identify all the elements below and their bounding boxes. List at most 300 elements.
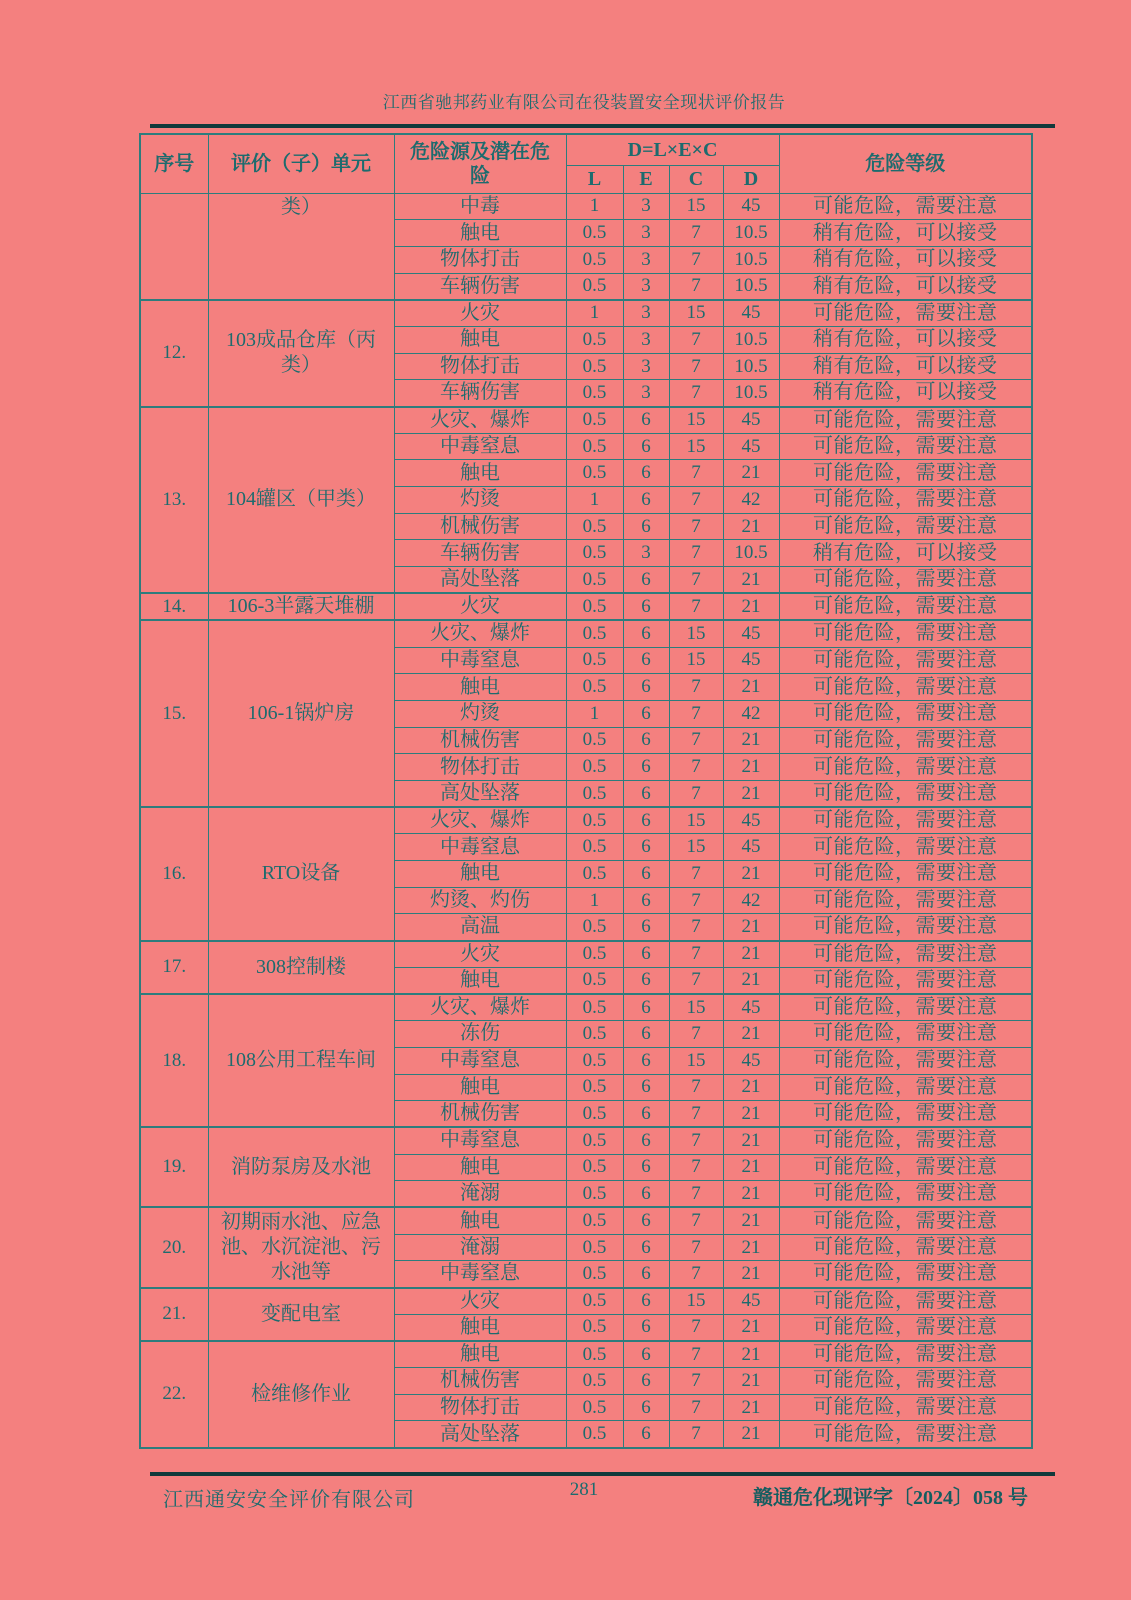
risk-level-cell: 可能危险，需要注意 [779, 780, 1032, 807]
hazard-source-cell: 火灾、爆炸 [394, 407, 566, 434]
risk-level-cell: 可能危险，需要注意 [779, 674, 1032, 701]
hazard-source-cell: 中毒窒息 [394, 1127, 566, 1154]
hazard-source-cell: 灼烫、灼伤 [394, 887, 566, 914]
e-value-cell: 6 [623, 513, 669, 540]
risk-level-cell: 可能危险，需要注意 [779, 994, 1032, 1021]
l-value-cell: 0.5 [566, 834, 623, 861]
c-value-cell: 7 [669, 460, 723, 487]
c-value-cell: 15 [669, 834, 723, 861]
l-value-cell: 0.5 [566, 1234, 623, 1261]
hazard-row [140, 1127, 1032, 1154]
hazard-source-cell: 高处坠落 [394, 1421, 566, 1448]
column-header-hazard-text: 危险源及潜在危险 [410, 140, 550, 187]
hazard-source-cell: 中毒窒息 [394, 647, 566, 674]
hazard-source-cell: 车辆伤害 [394, 540, 566, 567]
page-title: 江西省驰邦药业有限公司在役装置安全现状评价报告 [382, 93, 786, 112]
unit-name-cell: 104罐区（甲类） [208, 407, 394, 594]
e-value-cell: 6 [623, 1047, 669, 1074]
hazard-row [140, 300, 1032, 327]
c-value-cell: 7 [669, 1368, 723, 1395]
l-value-cell: 0.5 [566, 380, 623, 407]
c-value-cell: 7 [669, 1101, 723, 1128]
hazard-row [140, 407, 1032, 434]
column-header-level: 危险等级 [779, 134, 1032, 193]
hazard-source-cell: 火灾、爆炸 [394, 620, 566, 647]
hazard-source-cell: 机械伤害 [394, 1101, 566, 1128]
d-value-cell: 45 [723, 433, 779, 460]
e-value-cell: 6 [623, 674, 669, 701]
d-value-cell: 21 [723, 780, 779, 807]
e-value-cell: 6 [623, 1314, 669, 1341]
hazard-source-cell: 冻伤 [394, 1021, 566, 1048]
hazard-source-cell: 机械伤害 [394, 513, 566, 540]
risk-level-cell: 可能危险，需要注意 [779, 513, 1032, 540]
c-value-cell: 7 [669, 1127, 723, 1154]
risk-level-cell: 可能危险，需要注意 [779, 407, 1032, 434]
hazard-source-cell: 中毒窒息 [394, 1047, 566, 1074]
d-value-cell: 45 [723, 647, 779, 674]
hazard-row [140, 593, 1032, 620]
c-value-cell: 7 [669, 1314, 723, 1341]
d-value-cell: 21 [723, 1341, 779, 1368]
l-value-cell: 0.5 [566, 914, 623, 941]
l-value-cell: 0.5 [566, 647, 623, 674]
c-value-cell: 15 [669, 1288, 723, 1315]
footer-company-name: 江西通安安全评价有限公司 [163, 1489, 415, 1511]
risk-level-cell: 可能危险，需要注意 [779, 487, 1032, 514]
l-value-cell: 0.5 [566, 593, 623, 620]
e-value-cell: 6 [623, 941, 669, 968]
d-value-cell: 21 [723, 1101, 779, 1128]
risk-level-cell: 可能危险，需要注意 [779, 967, 1032, 994]
hazard-source-cell: 触电 [394, 1314, 566, 1341]
l-value-cell: 1 [566, 887, 623, 914]
unit-name-cell: 检维修作业 [208, 1341, 394, 1448]
e-value-cell: 6 [623, 914, 669, 941]
hazard-source-cell: 中毒窒息 [394, 433, 566, 460]
hazard-source-cell: 机械伤害 [394, 727, 566, 754]
c-value-cell: 7 [669, 1421, 723, 1448]
unit-name-cell: 消防泵房及水池 [208, 1127, 394, 1207]
d-value-cell: 42 [723, 487, 779, 514]
risk-level-cell: 可能危险，需要注意 [779, 1341, 1032, 1368]
page-number: 281 [569, 1479, 599, 1500]
d-value-cell: 10.5 [723, 326, 779, 353]
hazard-source-cell: 触电 [394, 220, 566, 247]
hazard-source-cell: 物体打击 [394, 246, 566, 273]
hazard-source-cell: 中毒窒息 [394, 834, 566, 861]
unit-seq-cell: 21. [140, 1288, 208, 1341]
e-value-cell: 6 [623, 1368, 669, 1395]
d-value-cell: 21 [723, 754, 779, 781]
d-value-cell: 45 [723, 807, 779, 834]
e-value-cell: 6 [623, 1101, 669, 1128]
e-value-cell: 6 [623, 647, 669, 674]
risk-level-cell: 可能危险，需要注意 [779, 727, 1032, 754]
footer-rule [150, 1472, 1055, 1476]
l-value-cell: 1 [566, 487, 623, 514]
risk-level-cell: 可能危险，需要注意 [779, 1021, 1032, 1048]
d-value-cell: 21 [723, 1314, 779, 1341]
l-value-cell: 0.5 [566, 1047, 623, 1074]
e-value-cell: 6 [623, 1234, 669, 1261]
risk-level-cell: 可能危险，需要注意 [779, 1047, 1032, 1074]
e-value-cell: 3 [623, 326, 669, 353]
c-value-cell: 7 [669, 941, 723, 968]
c-value-cell: 7 [669, 1181, 723, 1208]
l-value-cell: 0.5 [566, 1394, 623, 1421]
l-value-cell: 0.5 [566, 967, 623, 994]
e-value-cell: 3 [623, 300, 669, 327]
e-value-cell: 6 [623, 433, 669, 460]
e-value-cell: 6 [623, 460, 669, 487]
d-value-cell: 21 [723, 1421, 779, 1448]
hazard-source-cell: 物体打击 [394, 1394, 566, 1421]
c-value-cell: 7 [669, 674, 723, 701]
hazard-source-cell: 火灾 [394, 941, 566, 968]
header-row-main [140, 134, 1032, 165]
hazard-source-cell: 火灾 [394, 593, 566, 620]
hazard-row [140, 620, 1032, 647]
hazard-row [140, 1341, 1032, 1368]
risk-level-cell: 可能危险，需要注意 [779, 754, 1032, 781]
c-value-cell: 7 [669, 861, 723, 888]
l-value-cell: 0.5 [566, 1288, 623, 1315]
unit-seq-cell: 17. [140, 941, 208, 994]
c-value-cell: 7 [669, 1394, 723, 1421]
risk-level-cell: 可能危险，需要注意 [779, 1368, 1032, 1395]
c-value-cell: 7 [669, 273, 723, 300]
c-value-cell: 15 [669, 620, 723, 647]
hazard-source-cell: 灼烫 [394, 700, 566, 727]
column-header-d: D [723, 165, 779, 193]
e-value-cell: 6 [623, 487, 669, 514]
risk-level-cell: 可能危险，需要注意 [779, 1234, 1032, 1261]
e-value-cell: 6 [623, 1394, 669, 1421]
risk-level-cell: 可能危险，需要注意 [779, 1288, 1032, 1315]
l-value-cell: 0.5 [566, 220, 623, 247]
c-value-cell: 7 [669, 246, 723, 273]
c-value-cell: 7 [669, 727, 723, 754]
c-value-cell: 7 [669, 593, 723, 620]
c-value-cell: 15 [669, 1047, 723, 1074]
c-value-cell: 7 [669, 1207, 723, 1234]
d-value-cell: 45 [723, 407, 779, 434]
d-value-cell: 21 [723, 1021, 779, 1048]
e-value-cell: 3 [623, 246, 669, 273]
l-value-cell: 1 [566, 193, 623, 220]
d-value-cell: 21 [723, 513, 779, 540]
table-header [140, 134, 1032, 193]
risk-level-cell: 可能危险，需要注意 [779, 861, 1032, 888]
risk-level-cell: 可能危险，需要注意 [779, 567, 1032, 594]
d-value-cell: 21 [723, 967, 779, 994]
c-value-cell: 7 [669, 1234, 723, 1261]
unit-name-cell: 106-1锅炉房 [208, 620, 394, 807]
l-value-cell: 0.5 [566, 433, 623, 460]
unit-seq-cell: 22. [140, 1341, 208, 1448]
l-value-cell: 0.5 [566, 620, 623, 647]
l-value-cell: 0.5 [566, 727, 623, 754]
column-header-c: C [669, 165, 723, 193]
table-body [140, 193, 1032, 1448]
risk-level-cell: 可能危险，需要注意 [779, 941, 1032, 968]
c-value-cell: 7 [669, 914, 723, 941]
l-value-cell: 0.5 [566, 941, 623, 968]
e-value-cell: 6 [623, 1181, 669, 1208]
l-value-cell: 0.5 [566, 674, 623, 701]
d-value-cell: 21 [723, 1181, 779, 1208]
d-value-cell: 45 [723, 834, 779, 861]
hazard-source-cell: 中毒窒息 [394, 1261, 566, 1288]
e-value-cell: 6 [623, 1288, 669, 1315]
hazard-row [140, 807, 1032, 834]
d-value-cell: 21 [723, 567, 779, 594]
l-value-cell: 0.5 [566, 1021, 623, 1048]
hazard-source-cell: 触电 [394, 861, 566, 888]
header-rule [150, 124, 1055, 128]
risk-level-cell: 稍有危险，可以接受 [779, 246, 1032, 273]
d-value-cell: 21 [723, 1127, 779, 1154]
e-value-cell: 6 [623, 700, 669, 727]
unit-seq-cell: 14. [140, 593, 208, 620]
l-value-cell: 0.5 [566, 1421, 623, 1448]
l-value-cell: 0.5 [566, 807, 623, 834]
unit-name-cell: 103成品仓库（丙类） [208, 300, 394, 407]
d-value-cell: 21 [723, 914, 779, 941]
risk-level-cell: 可能危险，需要注意 [779, 887, 1032, 914]
hazard-source-cell: 触电 [394, 1207, 566, 1234]
risk-level-cell: 可能危险，需要注意 [779, 700, 1032, 727]
d-value-cell: 45 [723, 1288, 779, 1315]
risk-level-cell: 可能危险，需要注意 [779, 1074, 1032, 1101]
l-value-cell: 0.5 [566, 1154, 623, 1181]
hazard-source-cell: 高温 [394, 914, 566, 941]
unit-seq-cell: 18. [140, 994, 208, 1127]
d-value-cell: 21 [723, 941, 779, 968]
d-value-cell: 21 [723, 1234, 779, 1261]
risk-level-cell: 可能危险，需要注意 [779, 300, 1032, 327]
l-value-cell: 0.5 [566, 1314, 623, 1341]
unit-name-cell: 308控制楼 [208, 941, 394, 994]
e-value-cell: 3 [623, 380, 669, 407]
column-header-l: L [566, 165, 623, 193]
risk-level-cell: 可能危险，需要注意 [779, 834, 1032, 861]
e-value-cell: 6 [623, 1261, 669, 1288]
hazard-source-cell: 淹溺 [394, 1234, 566, 1261]
risk-level-cell: 稍有危险，可以接受 [779, 326, 1032, 353]
e-value-cell: 6 [623, 727, 669, 754]
l-value-cell: 0.5 [566, 1368, 623, 1395]
column-header-e: E [623, 165, 669, 193]
risk-level-cell: 可能危险，需要注意 [779, 1314, 1032, 1341]
e-value-cell: 6 [623, 807, 669, 834]
d-value-cell: 42 [723, 887, 779, 914]
risk-level-cell: 可能危险，需要注意 [779, 1101, 1032, 1128]
d-value-cell: 21 [723, 1394, 779, 1421]
d-value-cell: 21 [723, 1074, 779, 1101]
hazard-source-cell: 火灾 [394, 300, 566, 327]
e-value-cell: 6 [623, 1021, 669, 1048]
hazard-source-cell: 高处坠落 [394, 780, 566, 807]
risk-level-cell: 可能危险，需要注意 [779, 1181, 1032, 1208]
hazard-source-cell: 中毒 [394, 193, 566, 220]
d-value-cell: 21 [723, 727, 779, 754]
e-value-cell: 6 [623, 407, 669, 434]
c-value-cell: 7 [669, 487, 723, 514]
e-value-cell: 6 [623, 1154, 669, 1181]
unit-name-cell: 106-3半露天堆棚 [208, 593, 394, 620]
l-value-cell: 0.5 [566, 460, 623, 487]
hazard-source-cell: 触电 [394, 326, 566, 353]
c-value-cell: 7 [669, 326, 723, 353]
l-value-cell: 0.5 [566, 1181, 623, 1208]
d-value-cell: 45 [723, 1047, 779, 1074]
risk-level-cell: 可能危险，需要注意 [779, 807, 1032, 834]
hazard-source-cell: 车辆伤害 [394, 273, 566, 300]
e-value-cell: 3 [623, 220, 669, 247]
risk-level-cell: 可能危险，需要注意 [779, 914, 1032, 941]
d-value-cell: 21 [723, 593, 779, 620]
c-value-cell: 15 [669, 193, 723, 220]
c-value-cell: 15 [669, 994, 723, 1021]
hazard-source-cell: 物体打击 [394, 754, 566, 781]
page-footer [138, 1479, 1030, 1509]
risk-level-cell: 稍有危险，可以接受 [779, 540, 1032, 567]
d-value-cell: 10.5 [723, 353, 779, 380]
d-value-cell: 45 [723, 193, 779, 220]
column-header-hazard [394, 134, 566, 193]
e-value-cell: 6 [623, 1074, 669, 1101]
l-value-cell: 0.5 [566, 326, 623, 353]
unit-seq-cell: 13. [140, 407, 208, 594]
risk-level-cell: 可能危险，需要注意 [779, 1421, 1032, 1448]
unit-name-cell: 变配电室 [208, 1288, 394, 1341]
l-value-cell: 0.5 [566, 540, 623, 567]
l-value-cell: 0.5 [566, 1074, 623, 1101]
l-value-cell: 0.5 [566, 353, 623, 380]
hazard-source-cell: 火灾、爆炸 [394, 807, 566, 834]
c-value-cell: 7 [669, 754, 723, 781]
e-value-cell: 6 [623, 834, 669, 861]
e-value-cell: 3 [623, 273, 669, 300]
e-value-cell: 6 [623, 620, 669, 647]
d-value-cell: 21 [723, 1207, 779, 1234]
hazard-source-cell: 淹溺 [394, 1181, 566, 1208]
unit-name-cell: 初期雨水池、应急池、水沉淀池、污水池等 [208, 1207, 394, 1287]
c-value-cell: 7 [669, 1021, 723, 1048]
l-value-cell: 0.5 [566, 1261, 623, 1288]
risk-level-cell: 可能危险，需要注意 [779, 620, 1032, 647]
hazard-source-cell: 触电 [394, 460, 566, 487]
c-value-cell: 7 [669, 700, 723, 727]
l-value-cell: 0.5 [566, 567, 623, 594]
risk-level-cell: 稍有危险，可以接受 [779, 273, 1032, 300]
e-value-cell: 3 [623, 193, 669, 220]
e-value-cell: 3 [623, 353, 669, 380]
d-value-cell: 45 [723, 994, 779, 1021]
l-value-cell: 1 [566, 300, 623, 327]
e-value-cell: 6 [623, 967, 669, 994]
hazard-source-cell: 触电 [394, 1154, 566, 1181]
hazard-row [140, 994, 1032, 1021]
hazard-source-cell: 触电 [394, 674, 566, 701]
unit-seq-cell [140, 193, 208, 300]
d-value-cell: 42 [723, 700, 779, 727]
risk-level-cell: 可能危险，需要注意 [779, 193, 1032, 220]
risk-level-cell: 稍有危险，可以接受 [779, 380, 1032, 407]
c-value-cell: 7 [669, 567, 723, 594]
l-value-cell: 0.5 [566, 1127, 623, 1154]
unit-seq-cell: 16. [140, 807, 208, 940]
c-value-cell: 15 [669, 300, 723, 327]
risk-level-cell: 可能危险，需要注意 [779, 593, 1032, 620]
d-value-cell: 45 [723, 620, 779, 647]
c-value-cell: 15 [669, 807, 723, 834]
risk-level-cell: 可能危险，需要注意 [779, 647, 1032, 674]
risk-level-cell: 可能危险，需要注意 [779, 1154, 1032, 1181]
d-value-cell: 10.5 [723, 220, 779, 247]
hazard-source-cell: 触电 [394, 1074, 566, 1101]
c-value-cell: 15 [669, 647, 723, 674]
hazard-source-cell: 触电 [394, 967, 566, 994]
e-value-cell: 6 [623, 1207, 669, 1234]
d-value-cell: 21 [723, 460, 779, 487]
unit-name-cell: 类） [208, 193, 394, 300]
e-value-cell: 6 [623, 754, 669, 781]
l-value-cell: 0.5 [566, 1341, 623, 1368]
hazard-source-cell: 物体打击 [394, 353, 566, 380]
hazard-row [140, 941, 1032, 968]
l-value-cell: 0.5 [566, 273, 623, 300]
e-value-cell: 6 [623, 994, 669, 1021]
hazard-source-cell: 机械伤害 [394, 1368, 566, 1395]
d-value-cell: 45 [723, 300, 779, 327]
d-value-cell: 10.5 [723, 380, 779, 407]
hazard-row [140, 193, 1032, 220]
c-value-cell: 15 [669, 407, 723, 434]
e-value-cell: 6 [623, 780, 669, 807]
l-value-cell: 0.5 [566, 754, 623, 781]
hazard-row [140, 1288, 1032, 1315]
e-value-cell: 6 [623, 593, 669, 620]
column-header-seq: 序号 [140, 134, 208, 193]
unit-seq-cell: 15. [140, 620, 208, 807]
d-value-cell: 21 [723, 674, 779, 701]
c-value-cell: 7 [669, 1341, 723, 1368]
footer-document-number: 赣通危化现评字〔2024〕058 号 [753, 1487, 1028, 1509]
risk-level-cell: 可能危险，需要注意 [779, 1207, 1032, 1234]
l-value-cell: 0.5 [566, 246, 623, 273]
hazard-source-cell: 灼烫 [394, 487, 566, 514]
e-value-cell: 3 [623, 540, 669, 567]
c-value-cell: 7 [669, 1261, 723, 1288]
c-value-cell: 7 [669, 380, 723, 407]
e-value-cell: 6 [623, 1341, 669, 1368]
risk-level-cell: 稍有危险，可以接受 [779, 220, 1032, 247]
e-value-cell: 6 [623, 1127, 669, 1154]
hazard-source-cell: 触电 [394, 1341, 566, 1368]
hazard-source-cell: 车辆伤害 [394, 380, 566, 407]
hazard-row [140, 1207, 1032, 1234]
unit-seq-cell: 12. [140, 300, 208, 407]
risk-level-cell: 稍有危险，可以接受 [779, 353, 1032, 380]
risk-level-cell: 可能危险，需要注意 [779, 1127, 1032, 1154]
d-value-cell: 21 [723, 861, 779, 888]
column-header-unit: 评价（子）单元 [208, 134, 394, 193]
unit-name-cell: 108公用工程车间 [208, 994, 394, 1127]
c-value-cell: 7 [669, 1074, 723, 1101]
